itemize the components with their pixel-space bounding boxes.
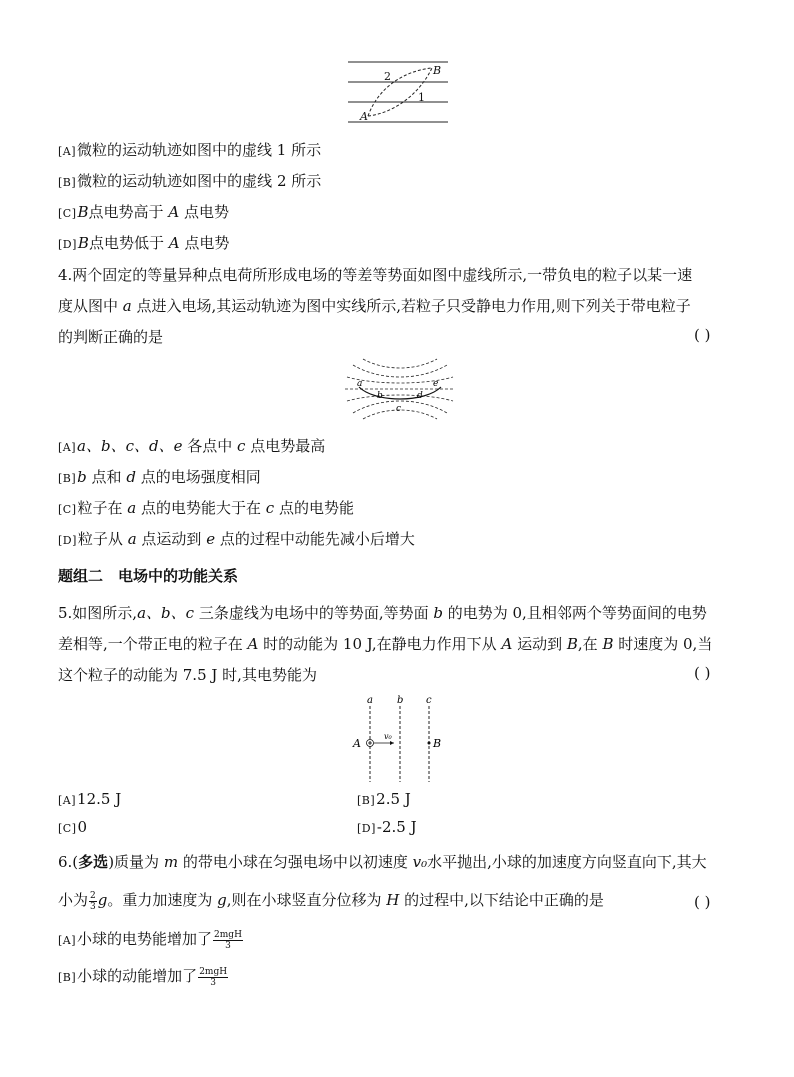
text: 小为: [58, 891, 89, 909]
fig1-label-2: 2: [384, 70, 391, 83]
option-text: 2.5 J: [376, 790, 411, 808]
var: b: [433, 604, 443, 622]
figure-equipotential-planes: [350, 694, 450, 784]
option-text: 点电势: [183, 203, 229, 221]
option-text: 点电势低于: [88, 234, 164, 252]
fig2-label-c: c: [396, 404, 402, 414]
point-B-marker: [428, 742, 431, 745]
text: 6.(: [58, 853, 79, 871]
option-tag: [D]: [58, 534, 77, 547]
option-text: 各点中: [182, 437, 238, 455]
var: A: [247, 635, 259, 653]
fraction-denominator: 3: [90, 901, 96, 912]
var: H: [386, 891, 400, 909]
fig1-label-A: A: [360, 110, 368, 123]
fraction-denominator: 3: [210, 977, 216, 988]
var: a: [122, 297, 132, 315]
text: ,在: [577, 635, 603, 653]
option-text: 微粒的运动轨迹如图中的虚线 1 所示: [77, 141, 322, 159]
option-tag: [D]: [357, 822, 376, 835]
fraction-numerator: 2: [90, 890, 96, 901]
text: 的过程中,以下结论中正确的是: [399, 891, 604, 909]
option-text: 点的电势能: [274, 499, 354, 517]
var: A: [168, 234, 180, 252]
q6-answer-paren: ( ): [694, 893, 711, 911]
text: 的带电小球在匀强电场中以初速度: [178, 853, 413, 871]
option-text: 粒子在: [77, 499, 128, 517]
option-text: 点的过程中动能先减小后增大: [215, 530, 415, 548]
option-text: 点和: [86, 468, 127, 486]
option-tag: [C]: [58, 822, 77, 835]
section-heading: 题组二 电场中的功能关系: [58, 567, 239, 585]
var: a: [127, 530, 137, 548]
q6-stem-line1: [58, 851, 707, 872]
option-text: -2.5 J: [376, 818, 417, 836]
option-tag: [A]: [58, 145, 77, 158]
var: a: [127, 499, 137, 517]
fig2-label-d: d: [417, 391, 423, 401]
figure-equipotential: [345, 357, 455, 419]
option-text: 点电势高于: [88, 203, 164, 221]
option-text: 0: [77, 818, 88, 836]
text: ,则在小球竖直分位移为: [226, 891, 387, 909]
option-text: 粒子从: [77, 530, 128, 548]
q4-option-b: [58, 466, 261, 487]
q4-option-c: [58, 497, 354, 518]
q4-stem-line2: [58, 295, 691, 316]
fraction-numerator: 2mgH: [199, 966, 228, 977]
fig2-label-b: b: [377, 391, 383, 401]
fig3-label-b: b: [397, 695, 404, 706]
var: B: [77, 234, 89, 252]
option-text: 12.5 J: [77, 790, 122, 808]
q3-option-c: [58, 201, 229, 222]
text: 度从图中: [58, 297, 123, 315]
option-tag: [B]: [58, 971, 77, 984]
fraction: [213, 930, 243, 951]
var: A: [501, 635, 513, 653]
text: 水平抛出,小球的加速度方向竖直向下,其大: [427, 853, 707, 871]
q4-stem-line1: 4.两个固定的等量异种点电荷所形成电场的等差等势面如图中虚线所示,一带负电的粒子以某一速: [58, 266, 693, 284]
fig3-label-v0: v₀: [384, 732, 392, 741]
text: 差相等,一个带正电的粒子在: [58, 635, 248, 653]
option-text: 点的电场强度相同: [135, 468, 261, 486]
q5-option-b: [357, 790, 411, 808]
option-text: 点电势: [184, 234, 230, 252]
q5-stem-line3: 这个粒子的动能为 7.5 J 时,其电势能为: [58, 666, 317, 684]
var: d: [126, 468, 136, 486]
var: B: [602, 635, 614, 653]
var: b: [77, 468, 87, 486]
var: g: [97, 891, 108, 909]
var: c: [265, 499, 275, 517]
q3-option-a: [58, 139, 321, 160]
fraction-numerator: 2mgH: [214, 929, 242, 940]
var: c: [237, 437, 246, 455]
fig2-label-e: e: [433, 379, 439, 389]
text: 三条虚线为电场中的等势面,等势面: [194, 604, 434, 622]
fraction: [198, 967, 228, 988]
var: e: [206, 530, 216, 548]
q4-answer-paren: ( ): [694, 326, 711, 344]
fraction-denominator: 3: [225, 940, 231, 951]
fig3-label-B: B: [433, 737, 442, 750]
option-tag: [D]: [58, 238, 77, 251]
option-tag: [B]: [58, 176, 77, 189]
q5-option-c: [58, 818, 87, 836]
var: A: [168, 203, 180, 221]
text: 5.如图所示,: [58, 604, 138, 622]
var: B: [77, 203, 89, 221]
q4-option-a: [58, 435, 325, 456]
figure-trajectory-lines: [340, 58, 460, 128]
q6-stem-line2: [58, 889, 604, 912]
option-text: 点运动到: [136, 530, 207, 548]
option-tag: [A]: [58, 794, 77, 807]
option-text: 微粒的运动轨迹如图中的虚线 2 所示: [77, 172, 322, 190]
option-tag: [C]: [58, 503, 77, 516]
text: 运动到: [512, 635, 567, 653]
option-text: 点电势最高: [245, 437, 326, 455]
fig3-label-A: A: [353, 737, 361, 750]
fig2-label-a: a: [357, 379, 363, 389]
text: 的电势为 0,且相邻两个等势面间的电势: [442, 604, 707, 622]
q6-option-a: [58, 928, 244, 951]
text: 点进入电场,其运动轨迹为图中实线所示,若粒子只受静电力作用,则下列关于带电粒子: [131, 297, 691, 315]
multi-select-tag: 多选: [78, 853, 109, 871]
q4-stem-line3: 的判断正确的是: [58, 328, 164, 346]
q5-stem-line1: [58, 602, 707, 623]
var: g: [217, 891, 227, 909]
q6-option-b: [58, 965, 229, 988]
q5-option-a: [58, 790, 121, 808]
option-tag: [A]: [58, 441, 77, 454]
text: 。重力加速度为: [107, 891, 218, 909]
var: v₀: [412, 853, 428, 871]
fig1-label-1: 1: [418, 91, 425, 104]
option-tag: [B]: [357, 794, 376, 807]
q3-option-b: [58, 170, 321, 191]
text: )质量为: [108, 853, 164, 871]
q5-stem-line2: [58, 633, 712, 654]
q3-option-d: [58, 232, 229, 253]
option-tag: [C]: [58, 207, 77, 220]
q4-option-d: [58, 528, 415, 549]
option-text: 点的电势能大于在: [136, 499, 266, 517]
text: 时的动能为 10 J,在静电力作用下从: [258, 635, 502, 653]
var: a、b、c: [137, 604, 195, 622]
var: B: [566, 635, 578, 653]
fig3-label-a: a: [367, 695, 373, 706]
fig1-label-B: B: [433, 64, 442, 77]
fig3-label-c: c: [426, 695, 432, 706]
text: 时速度为 0,当: [613, 635, 713, 653]
q5-answer-paren: ( ): [694, 664, 711, 682]
q5-option-d: [357, 818, 417, 836]
var: a、b、c、d、e: [77, 437, 183, 455]
option-text: 小球的电势能增加了: [77, 930, 213, 948]
option-tag: [A]: [58, 934, 77, 947]
var: m: [163, 853, 179, 871]
option-tag: [B]: [58, 472, 77, 485]
fraction: [89, 891, 97, 912]
option-text: 小球的动能增加了: [77, 967, 198, 985]
